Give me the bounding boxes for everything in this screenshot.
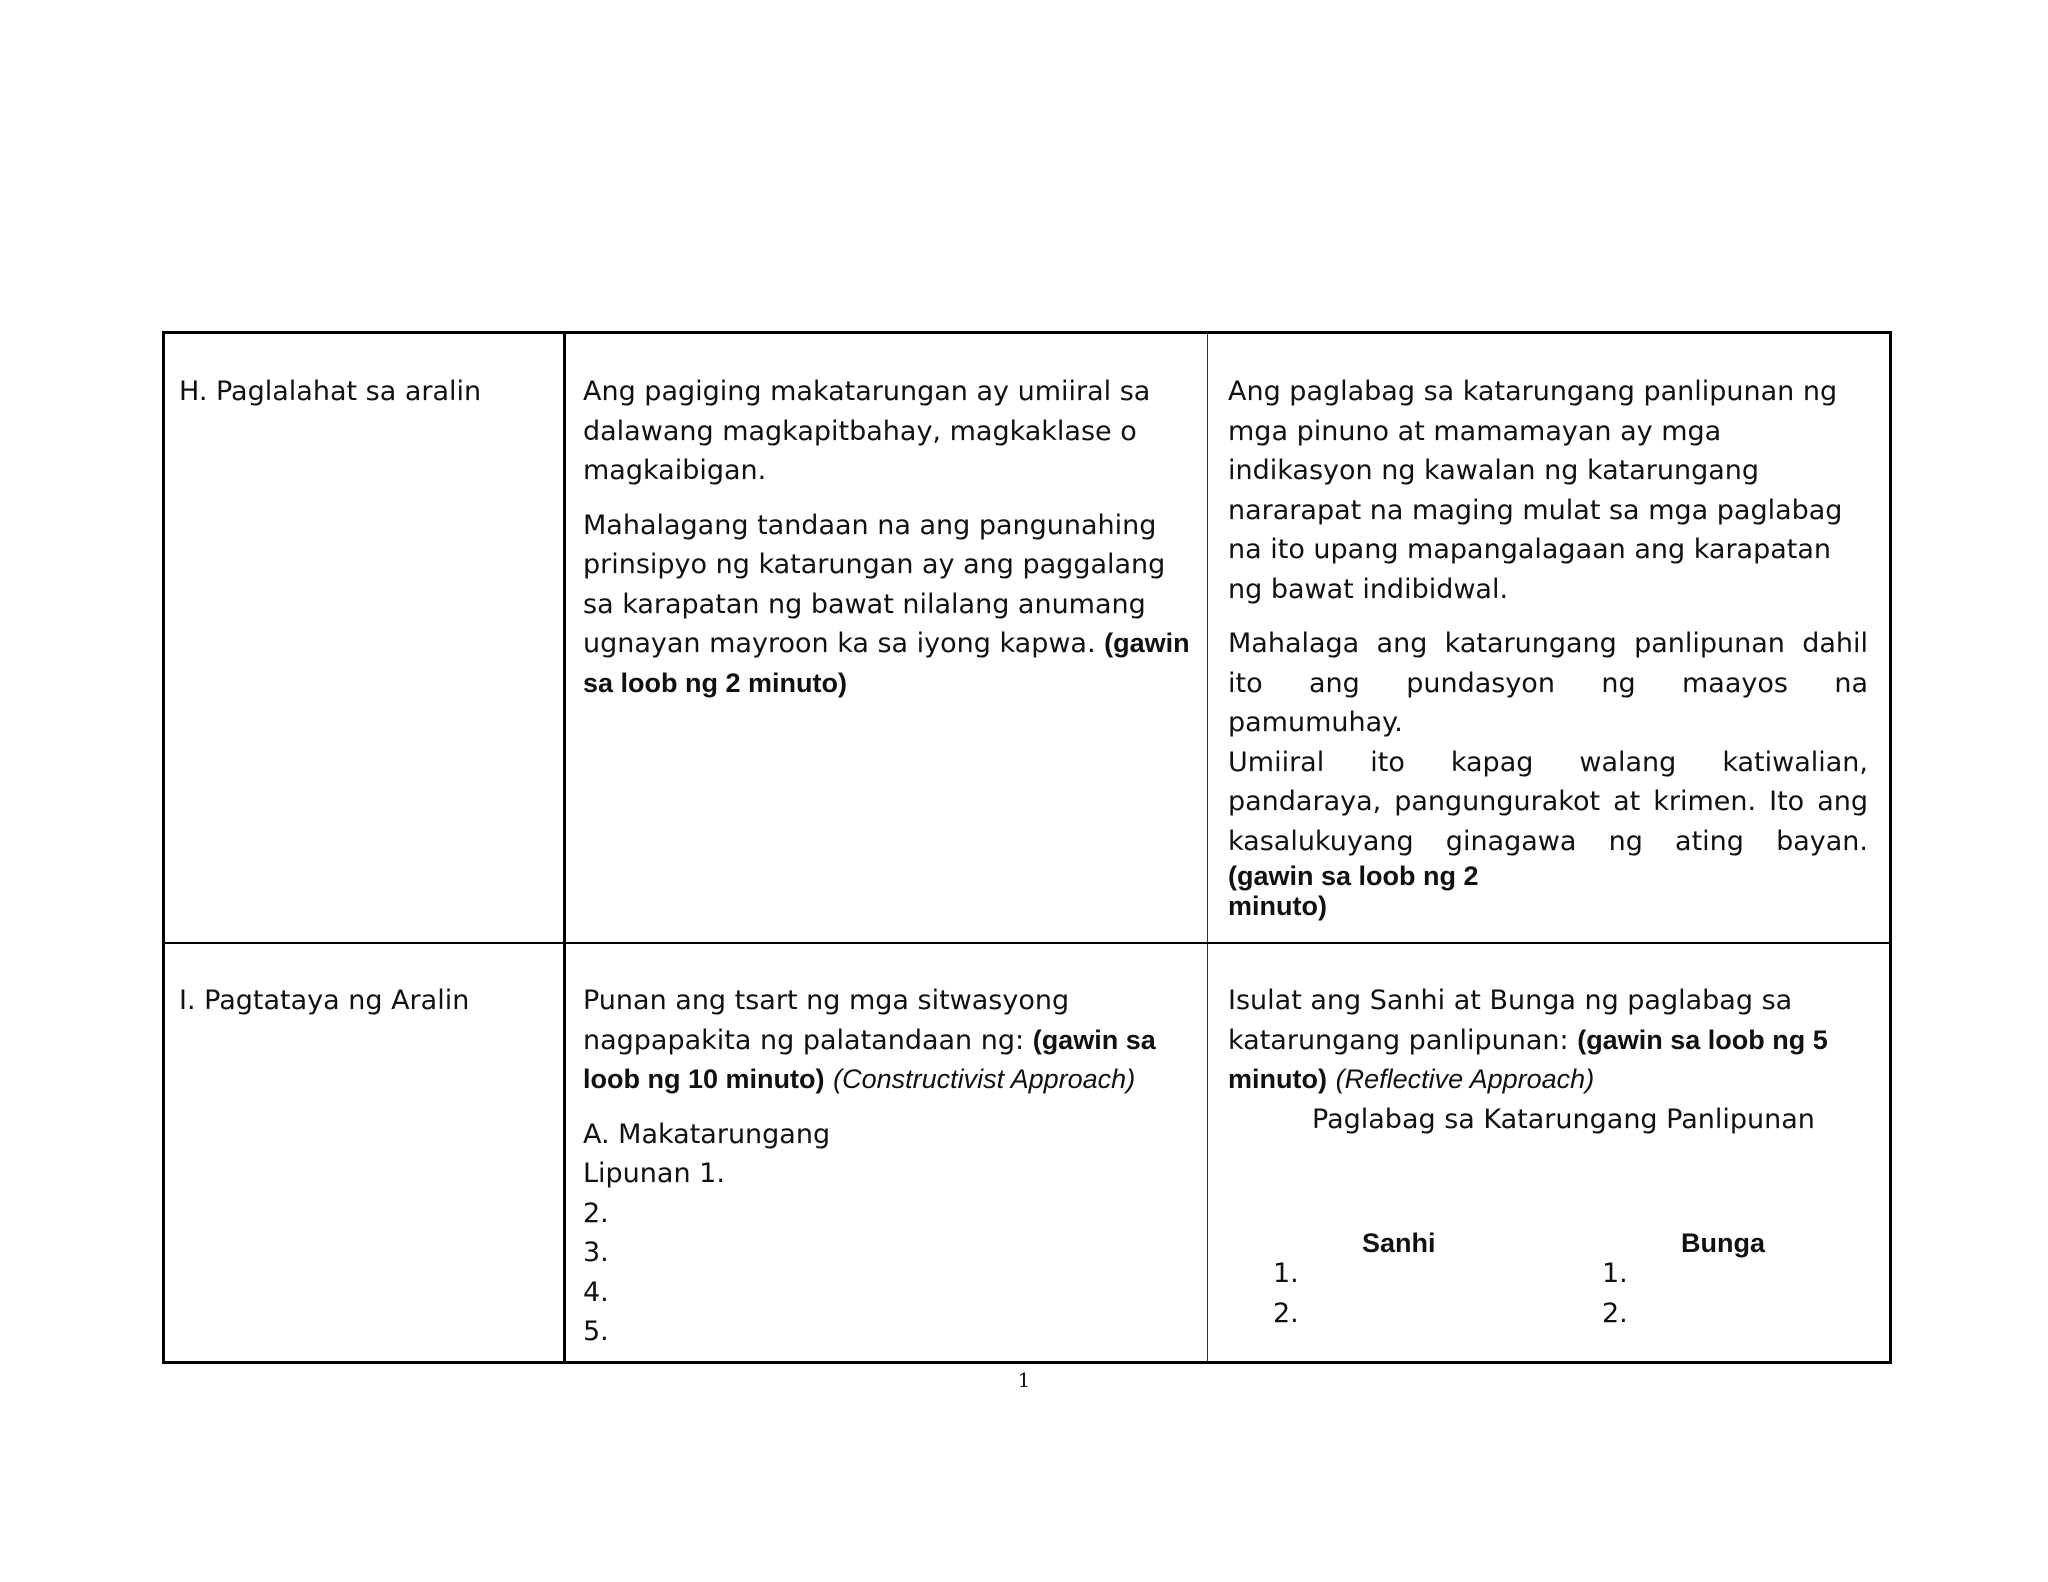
column-divider: [563, 334, 566, 1361]
paragraph: Ang paglabag sa katarungang panlipunan ng mga pinuno at mamamayan ay mga indikasyon ng kawalan ng katarungang nararapat na maging mulat sa mga paglabag na ito upang mapangalagaan ang karapatan ng bawat indibidwal.: [1228, 376, 1843, 605]
sanhi-header: Sanhi: [1362, 1228, 1436, 1258]
paragraph: Ang pagiging makatarungan ay umiiral sa dalawang magkapitbahay, magkaklase o magkaibigan.: [583, 376, 1151, 486]
row-i-col2: [583, 981, 1199, 1352]
paragraph: Mahalaga ang katarungang panlipunan dahil ito ang pundasyon ng maayos na pamumuhay. Umiiral ito kapag walang katiwalian, pandaraya, pangungurakot at krimen. Ito ang kasalukuyang ginagawa ng ating bayan. (gawin sa loob ng 2 minuto): [1228, 628, 1868, 921]
bunga-list: 1. 2.: [1602, 1258, 1628, 1329]
column-divider: [1207, 334, 1208, 1361]
instructions: Punan ang tsart ng mga sitwasyong nagpapakita ng palatandaan ng: (gawin sa loob ng 10 minuto) (Constructivist Approach): [583, 985, 1156, 1094]
time-note: (gawin sa loob ng 2: [1228, 861, 1479, 891]
instructions: Isulat ang Sanhi at Bunga ng paglabag sa katarungang panlipunan: (gawin sa loob ng 5 minuto) (Reflective Approach): [1228, 985, 1828, 1094]
row-label-h: H. Paglalahat sa aralin: [179, 376, 482, 407]
time-note: (gawin sa loob ng 5 minuto): [1228, 1024, 1828, 1094]
approach-note: (Reflective Approach): [1335, 1064, 1595, 1094]
row-h-col2: [583, 372, 1199, 703]
chart-title: Paglabag sa Katarungang Panlipunan: [1312, 1103, 1815, 1135]
approach-note: (Constructivist Approach): [833, 1064, 1136, 1094]
row-divider: [165, 942, 1889, 944]
sanhi-list: 1. 2.: [1273, 1258, 1299, 1329]
row-h-col3: [1228, 372, 1868, 921]
lesson-table: [162, 331, 1892, 1364]
row-i-col3: [1228, 981, 1868, 1139]
paragraph: Mahalagang tandaan na ang pangunahing prinsipyo ng katarungan ay ang paggalang sa karapatan ng bawat nilalang anumang ugnayan mayroon ka sa iyong kapwa. (gawin sa loob ng 2 minuto): [583, 509, 1190, 698]
page-number: 1: [1017, 1368, 1031, 1392]
time-note: (gawin sa loob ng 10 minuto): [583, 1024, 1156, 1094]
time-note: (gawin sa loob ng 2 minuto): [583, 628, 1190, 698]
time-note: minuto): [1228, 891, 1327, 921]
row-label-i: I. Pagtataya ng Aralin: [179, 985, 470, 1016]
answer-list: A. Makatarungang Lipunan 1. 2. 3. 4. 5.: [583, 1118, 831, 1347]
bunga-header: Bunga: [1681, 1228, 1765, 1258]
